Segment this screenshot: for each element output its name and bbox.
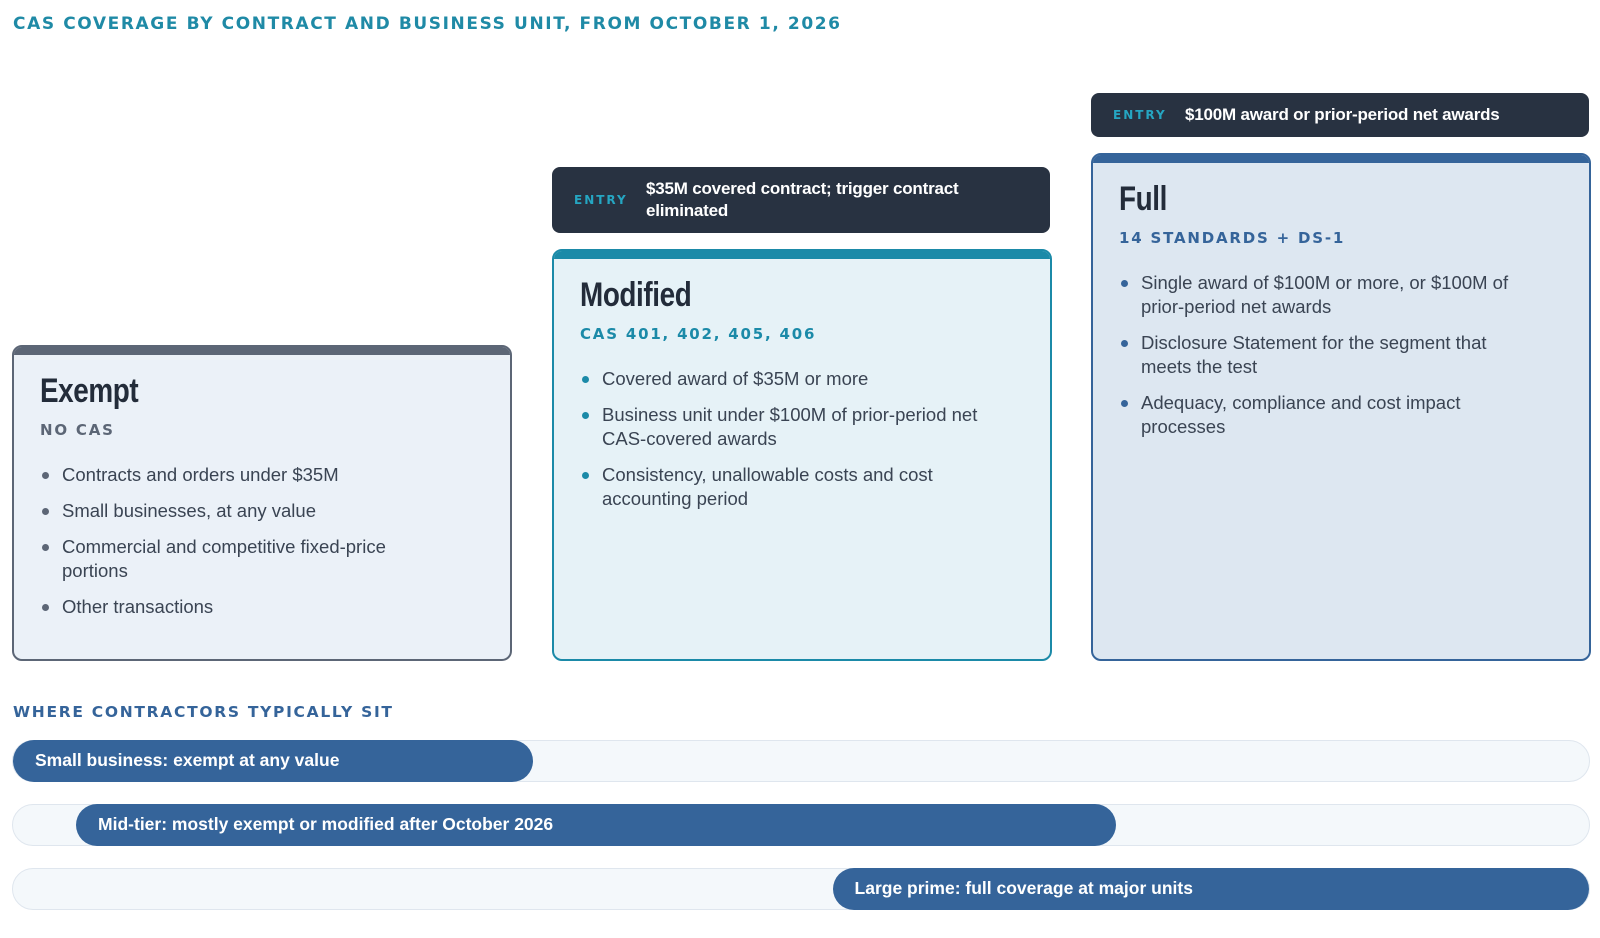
contractor-range-bar bbox=[833, 868, 1589, 910]
tier-criterion-text: Contracts and orders under $35M bbox=[62, 464, 339, 485]
tier-criterion bbox=[40, 595, 440, 619]
bullet-icon bbox=[582, 376, 589, 383]
tier-criterion bbox=[40, 463, 440, 487]
tier-criterion bbox=[580, 367, 1000, 391]
contractor-range-track bbox=[12, 868, 1590, 910]
contractor-range-label: Large prime: full coverage at major units bbox=[854, 878, 1193, 898]
tier-accent-bar bbox=[14, 347, 510, 355]
tier-criterion bbox=[1119, 391, 1519, 439]
tier-entry-banner-full bbox=[1091, 93, 1589, 137]
tier-entry-banner-modified bbox=[552, 167, 1050, 233]
tier-accent-bar bbox=[1093, 155, 1589, 163]
contractor-range-label: Small business: exempt at any value bbox=[35, 750, 340, 770]
tier-criterion-text: Adequacy, compliance and cost impact processes bbox=[1141, 392, 1461, 437]
tier-card-full bbox=[1091, 153, 1591, 661]
tier-criterion bbox=[40, 535, 440, 583]
entry-threshold: $35M covered contract; trigger contract eliminated bbox=[646, 179, 959, 220]
tier-criteria-list bbox=[40, 463, 440, 619]
tier-criterion bbox=[580, 463, 1000, 511]
tier-criterion-text: Business unit under $100M of prior-period net CAS-covered awards bbox=[602, 404, 978, 449]
tier-subtitle: 14 STANDARDS + DS-1 bbox=[1119, 229, 1346, 247]
contractor-range-label: Mid-tier: mostly exempt or modified after October 2026 bbox=[98, 814, 554, 834]
bullet-icon bbox=[42, 508, 49, 515]
tier-criteria-list bbox=[580, 367, 1000, 511]
entry-kicker: ENTRY bbox=[574, 193, 628, 207]
bullet-icon bbox=[42, 544, 49, 551]
bullet-icon bbox=[42, 604, 49, 611]
tier-title: Modified bbox=[580, 276, 692, 314]
tier-card-exempt bbox=[12, 345, 512, 661]
tier-criterion bbox=[1119, 331, 1519, 379]
bullet-icon bbox=[1121, 400, 1128, 407]
contractor-range-bar bbox=[76, 804, 1116, 846]
bullet-icon bbox=[582, 472, 589, 479]
contractor-section-label: WHERE CONTRACTORS TYPICALLY SIT bbox=[13, 703, 394, 721]
bullet-icon bbox=[42, 472, 49, 479]
tier-subtitle: NO CAS bbox=[40, 421, 115, 439]
tier-criterion-text: Single award of $100M or more, or $100M of prior-period net awards bbox=[1141, 272, 1509, 317]
tier-criterion-text: Commercial and competitive fixed-price portions bbox=[62, 536, 386, 581]
tier-accent-bar bbox=[554, 251, 1050, 259]
contractor-range-track bbox=[12, 804, 1590, 846]
page-title: CAS COVERAGE BY CONTRACT AND BUSINESS UNIT, FROM OCTOBER 1, 2026 bbox=[13, 14, 842, 34]
tier-title: Full bbox=[1119, 180, 1167, 218]
tier-criterion-text: Other transactions bbox=[62, 596, 214, 617]
contractor-range-track bbox=[12, 740, 1590, 782]
bullet-icon bbox=[1121, 280, 1128, 287]
bullet-icon bbox=[1121, 340, 1128, 347]
tier-subtitle: CAS 401, 402, 405, 406 bbox=[580, 325, 817, 343]
tier-criterion-text: Small businesses, at any value bbox=[62, 500, 316, 521]
bullet-icon bbox=[582, 412, 589, 419]
tier-card-modified bbox=[552, 249, 1052, 661]
tier-criterion bbox=[1119, 271, 1519, 319]
tier-criterion-text: Disclosure Statement for the segment that meets the test bbox=[1141, 332, 1487, 377]
contractor-range-bar bbox=[13, 740, 533, 782]
tier-criterion bbox=[40, 499, 440, 523]
entry-kicker: ENTRY bbox=[1113, 108, 1167, 122]
entry-threshold: $100M award or prior-period net awards bbox=[1185, 105, 1500, 124]
tier-title: Exempt bbox=[40, 372, 139, 410]
tier-criterion-text: Covered award of $35M or more bbox=[602, 368, 869, 389]
tier-criterion-text: Consistency, unallowable costs and cost accounting period bbox=[602, 464, 933, 509]
tier-criteria-list bbox=[1119, 271, 1519, 439]
tier-criterion bbox=[580, 403, 1000, 451]
